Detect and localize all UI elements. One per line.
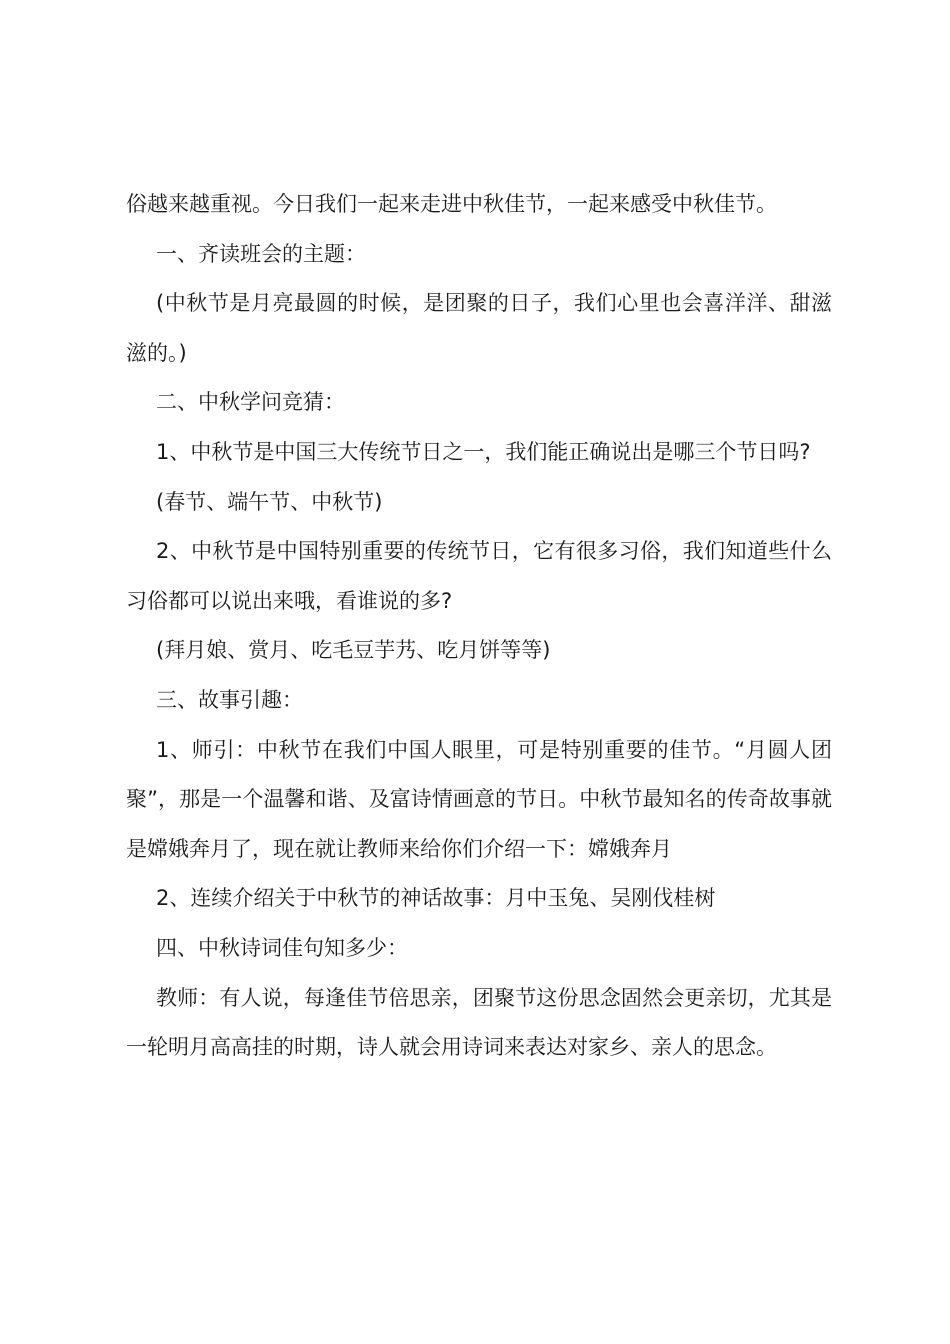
section-heading-1: 一、齐读班会的主题： [156, 241, 366, 266]
section-heading-3: 三、故事引趣： [156, 687, 303, 712]
quiz-question-2: 2、中秋节是中国特别重要的传统节日，它有很多习俗，我们知道些什么习俗都可以说出来哦，看谁说的多? [126, 539, 832, 613]
section-heading-2: 二、中秋学问竞猜： [156, 390, 345, 415]
paragraph-intro-continuation: 俗越来越重视。今日我们一起来走进中秋佳节，一起来感受中秋佳节。 [126, 192, 777, 216]
story-paragraph-1: 1、师引：中秋节在我们中国人眼里，可是特别重要的佳节。“月圆人团聚”，那是一个温馨和谐、及富诗情画意的节日。中秋节最知名的传奇故事就是嫦娥奔月了，现在就让教师来给你们介绍一下：嫦娥奔月 [126, 737, 832, 861]
section-heading-4: 四、中秋诗词佳句知多少： [156, 935, 408, 960]
document-body [126, 180, 832, 1073]
quiz-question-1: 1、中秋节是中国三大传统节日之一，我们能正确说出是哪三个节日吗? [156, 439, 811, 464]
paragraph-theme: (中秋节是月亮最圆的时候，是团聚的日子，我们心里也会喜洋洋、甜滋滋的。) [126, 291, 832, 365]
quiz-answer-1: (春节、端午节、中秋节) [156, 489, 383, 514]
quiz-answer-2: (拜月娘、赏月、吃毛豆芋艿、吃月饼等等) [156, 638, 551, 663]
story-paragraph-2: 2、连续介绍关于中秋节的神话故事：月中玉兔、吴刚伐桂树 [156, 886, 716, 911]
teacher-paragraph: 教师：有人说，每逢佳节倍思亲，团聚节这份思念固然会更亲切，尤其是一轮明月高高挂的时期，诗人就会用诗词来表达对家乡、亲人的思念。 [126, 985, 832, 1060]
